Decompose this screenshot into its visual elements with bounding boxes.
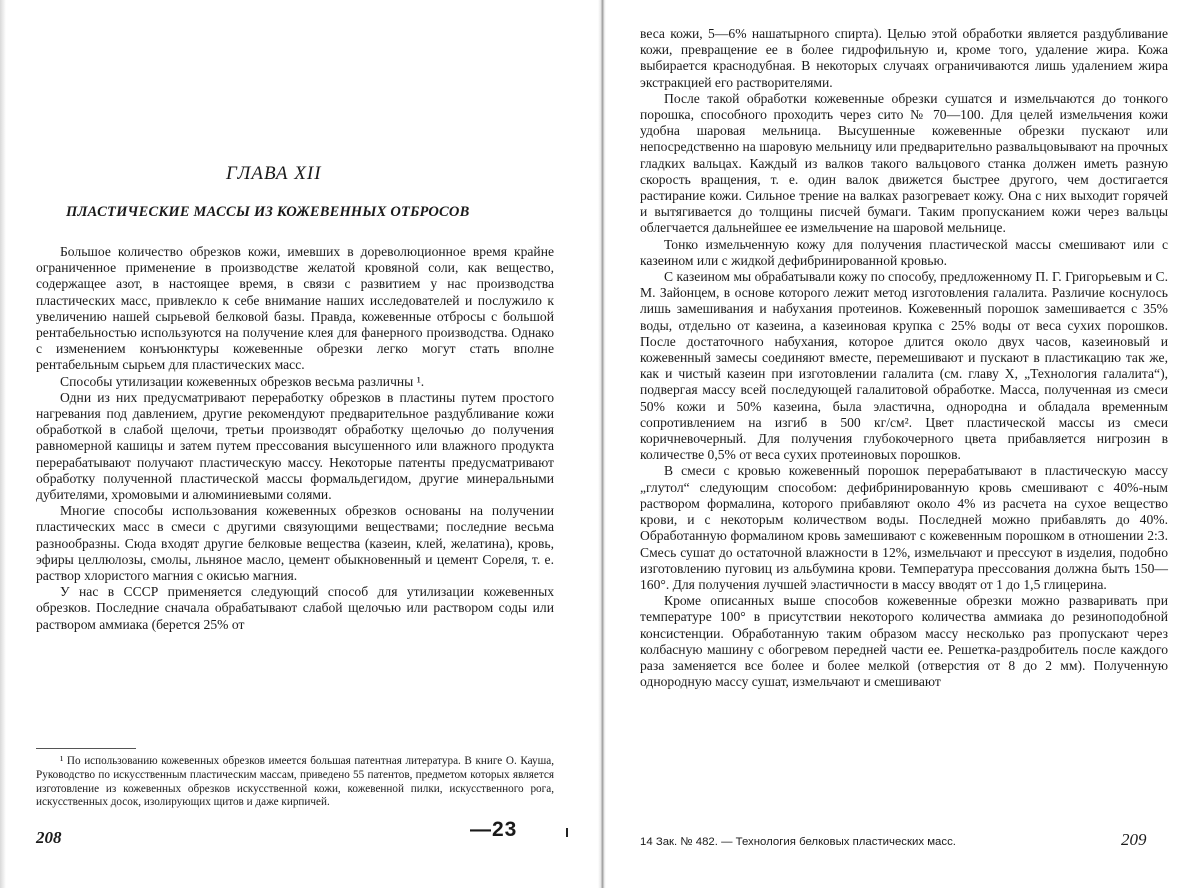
paragraph: У нас в СССР применяется следующий способ для утилизации кожевенных обрезков. Последние сначала обрабатывают слабой щелочью или раствором соды или раствором аммиака (берется 25% от — [36, 584, 554, 632]
left-body-text — [36, 244, 554, 633]
paragraph: Большое количество обрезков кожи, имевших в дореволюционное время крайне ограниченное применение в производстве желатой кровяной соли, как вещество, содержащее азот, в настоящее время, в связи с развитием у нас производства пластических масс, привлекло к себе внимание наших исследователей и послужило к увеличению нашей сырьевой белковой базы. Правда, кожевенные отбросы с большой рентабельностью используются на получение клея для фанерного производства. Однако с изменением конъюнктуры кожевенные обрезки легко могут стать вполне рентабельным сырьем для пластических масс. — [36, 244, 554, 373]
left-page — [0, 0, 598, 888]
scan-speck — [566, 828, 568, 837]
book-gutter — [598, 0, 606, 888]
paragraph: Тонко измельченную кожу для получения пластической массы смешивают или с казеином или с жидкой дефибринированной кровью. — [640, 236, 1168, 268]
footnote-divider — [36, 748, 136, 749]
paragraph: Одни из них предусматривают переработку обрезков в пластины путем простого нагревания под давлением, другие рекомендуют предварительное раздубливание кожи обработкой в слабой щелочи, третьи производят обработку щелочью до получения равномерной кашицы и затем путем прессования высушенного или влажного продукта перерабатывают получают пластическую массу. Некоторые патенты предусматривают обработку полученной пластической массы формальдегидом, другие минеральными дубителями, хромовыми и алюминиевыми солями. — [36, 389, 554, 503]
ink-stamp-mark: —23 — [470, 818, 518, 841]
paragraph: Многие способы использования кожевенных обрезков основаны на получении пластических масс в смеси с другими связующими веществами; последние весьма разнообразны. Сюда входят другие белковые вещества (казеин, клей, желатина), кровь, эфиры целлюлозы, смолы, льняное масло, цемент обыкновенный и цемент Сореля, т. е. раствор хлористого магния с окисью магния. — [36, 503, 554, 584]
paragraph: В смеси с кровью кожевенный порошок перерабатывают в пластическую массу „глутол“ следующим способом: дефибринированную кровь смешивают с 40%-ным раствором формалина, которого прибавляют около 4% из расчета на сухое вещество крови, и с некоторым количеством воды. Последней можно прибавлять до 40%. Обработанную формалином кровь замешивают с кожевенным порошком в отношении 2:3. Смесь сушат до остаточной влажности в 12%, измельчают и прессуют в изделия, подобно изготовлению пуговиц из альбумина крови. Температура прессования должна быть 150—160°. Для получения лучшей эластичности в массу вводят от 1 до 1,5 глицерина. — [640, 463, 1168, 592]
printer-signature: 14 Зак. № 482. — Технология белковых пластических масс. — [640, 836, 956, 848]
chapter-label: ГЛАВА XII — [226, 163, 322, 184]
footnote: ¹ По использованию кожевенных обрезков имеется большая патентная литература. В книге О. Кауша, Руководство по искусственным пластическим массам, приведено 55 патентов, предметом которых является изготовление из кожевенных обрезков искусственной кожи, кожевенной пилки, искусственного рога, искусственных досок, изолирующих щитов и даже кирпичей. — [36, 755, 554, 809]
paragraph: веса кожи, 5—6% нашатырного спирта). Целью этой обработки является раздубливание кожи, превращение ее в более гидрофильную и, кроме того, удаление жира. Кожа выбирается краснодубная. В некоторых случаях ограничиваются лишь удалением жира экстракцией его растворителями. — [640, 26, 1168, 90]
paragraph: Кроме описанных выше способов кожевенные обрезки можно разваривать при температуре 100° в присутствии некоторого количества аммиака до резиноподобной консистенции. Обработанную таким образом массу несколько раз пропускают через колбасную машину с обогревом передней части ее. Решетка-раздробитель после каждого раза заменяется все более и более мелкой (отверстия от 8 до 2 мм). Полученную однородную массу сушат, измельчают и смешивают — [640, 593, 1168, 690]
paragraph: С казеином мы обрабатывали кожу по способу, предложенному П. Г. Григорьевым и С. М. Зайонцем, в основе которого лежит метод изготовления галалита. Различие коснулось лишь замешивания и набухания протеинов. Кожевенный порошок замешивается с 35% воды, отдельно от казеина, а казеиновая крупка с 25% воды от веса сухих порошков. После достаточного набухания, которое длится около двух часов, казеиновый и кожевенный замесы соединяют вместе, перемешивают и пускают в пластикацию так же, как и чистый казеин при изготовлении галалита (см. главу X, „Технология галалита“), подвергая массу всей последующей галалитовой обработке. Масса, полученная из смеси 50% кожи и 50% казеина, была эластична, однородна и обладала временным сопротивлением на изгиб в 500 кг/см². Цвет пластической массы из смеси коричневочерный. Для получения глубокочерного цвета прибавляется нигрозин в количестве 0,5% от веса сухих протеиновых порошков. — [640, 269, 1168, 463]
chapter-heading: ПЛАСТИЧЕСКИЕ МАССЫ ИЗ КОЖЕВЕННЫХ ОТБРОСОВ — [66, 204, 470, 220]
page-edge-shadow — [0, 0, 6, 888]
right-page — [606, 0, 1200, 888]
page-number-right: 209 — [1121, 830, 1147, 849]
paragraph: После такой обработки кожевенные обрезки сушатся и измельчаются до тонкого порошка, способного проходить через сито № 70—100. Для целей измельчения кожи удобна шаровая мельница. Высушенные кожевенные обрезки пускают или непосредственно на шаровую мельницу или предварительно развальцовывают на прочных гладких вальцах. Каждый из валков такого вальцового станка должен иметь разную скорость вращения, т. е. один валок движется быстрее другого, чем достигается растирание кожи. Сильное трение на валках разогревает кожу. Она с них выходит горячей и вытягивается до толщины писчей бумаги. Таким пропусканием кожи через вальцы облегчается дальнейшее ее измельчение на шаровой мельнице. — [640, 90, 1168, 236]
right-body-text — [640, 26, 1168, 690]
paragraph: Способы утилизации кожевенных обрезков весьма различны ¹. — [60, 373, 425, 389]
page-number-left: 208 — [36, 828, 62, 847]
